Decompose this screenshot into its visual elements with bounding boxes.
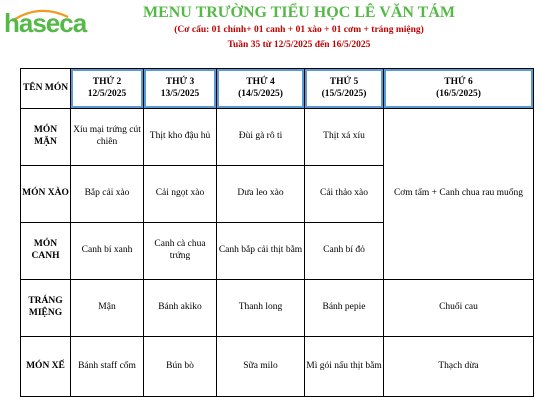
menu-cell: Sữa milo	[217, 337, 305, 397]
friday-merged-cell: Cơm tấm + Canh chua rau muống	[384, 109, 534, 280]
menu-cell: Mận	[71, 280, 144, 337]
menu-table	[20, 68, 534, 397]
menu-cell: Cải thảo xào	[305, 166, 384, 223]
logo-text: haseca	[4, 8, 87, 38]
menu-cell: Bánh staff cốm	[71, 337, 144, 397]
day-name: THỨ 2	[92, 76, 122, 87]
day-date: 13/5/2025	[160, 88, 200, 99]
menu-cell: Canh bí đỏ	[305, 223, 384, 280]
table-header-row	[21, 69, 534, 109]
day-name: THỨ 4	[246, 76, 275, 87]
menu-cell: Mì gói nấu thịt bằm	[305, 337, 384, 397]
menu-structure-note: (Cơ cấu: 01 chính+ 01 canh + 01 xào + 01 cơm + tráng miệng)	[174, 25, 424, 35]
corner-header: TÊN MÓN	[21, 69, 71, 109]
day-header-fri	[384, 69, 534, 109]
week-range: Tuần 35 từ 12/5/2025 đến 16/5/2025	[227, 40, 371, 50]
menu-cell: Canh cà chua trứng	[144, 223, 217, 280]
menu-cell: Canh bí xanh	[71, 223, 144, 280]
day-date: (14/5/2025)	[238, 88, 283, 99]
day-name: THỨ 5	[329, 76, 359, 87]
haseca-logo	[4, 6, 87, 40]
menu-cell: Xíu mại trứng cút chiên	[71, 109, 144, 166]
menu-cell: Thạch dừa	[384, 337, 534, 397]
menu-cell: Thịt kho đậu hủ	[144, 109, 217, 166]
day-header-mon	[71, 69, 144, 109]
row-label: MÓN MẶN	[21, 109, 71, 166]
menu-cell: Bún bò	[144, 337, 217, 397]
menu-cell: Bánh pepie	[305, 280, 384, 337]
table-row	[21, 109, 534, 166]
menu-cell: Canh bắp cải thịt bằm	[217, 223, 305, 280]
menu-cell: Thịt xá xíu	[305, 109, 384, 166]
row-label: MÓN XÀO	[21, 166, 71, 223]
menu-cell: Đùi gà rô ti	[217, 109, 305, 166]
day-date: (16/5/2025)	[436, 88, 481, 99]
day-header-wed	[217, 69, 305, 109]
menu-cell: Bánh akiko	[144, 280, 217, 337]
day-date: (15/5/2025)	[321, 88, 367, 99]
row-label: MÓN XẾ	[21, 337, 71, 397]
day-date: 12/5/2025	[87, 88, 127, 99]
menu-cell: Dưa leo xào	[217, 166, 305, 223]
day-name: THỨ 6	[444, 76, 473, 87]
table-row	[21, 280, 534, 337]
day-header-thu	[305, 69, 384, 109]
table-row	[21, 337, 534, 397]
menu-title: MENU TRƯỜNG TIỂU HỌC LÊ VĂN TÁM	[142, 4, 456, 21]
day-header-tue	[144, 69, 217, 109]
day-name: THỨ 3	[165, 76, 195, 87]
menu-cell: Bắp cải xào	[71, 166, 144, 223]
menu-cell: Cải ngọt xào	[144, 166, 217, 223]
menu-cell: Chuối cau	[384, 280, 534, 337]
menu-cell: Thanh long	[217, 280, 305, 337]
row-label: TRÁNG MIỆNG	[21, 280, 71, 337]
row-label: MÓN CANH	[21, 223, 71, 280]
